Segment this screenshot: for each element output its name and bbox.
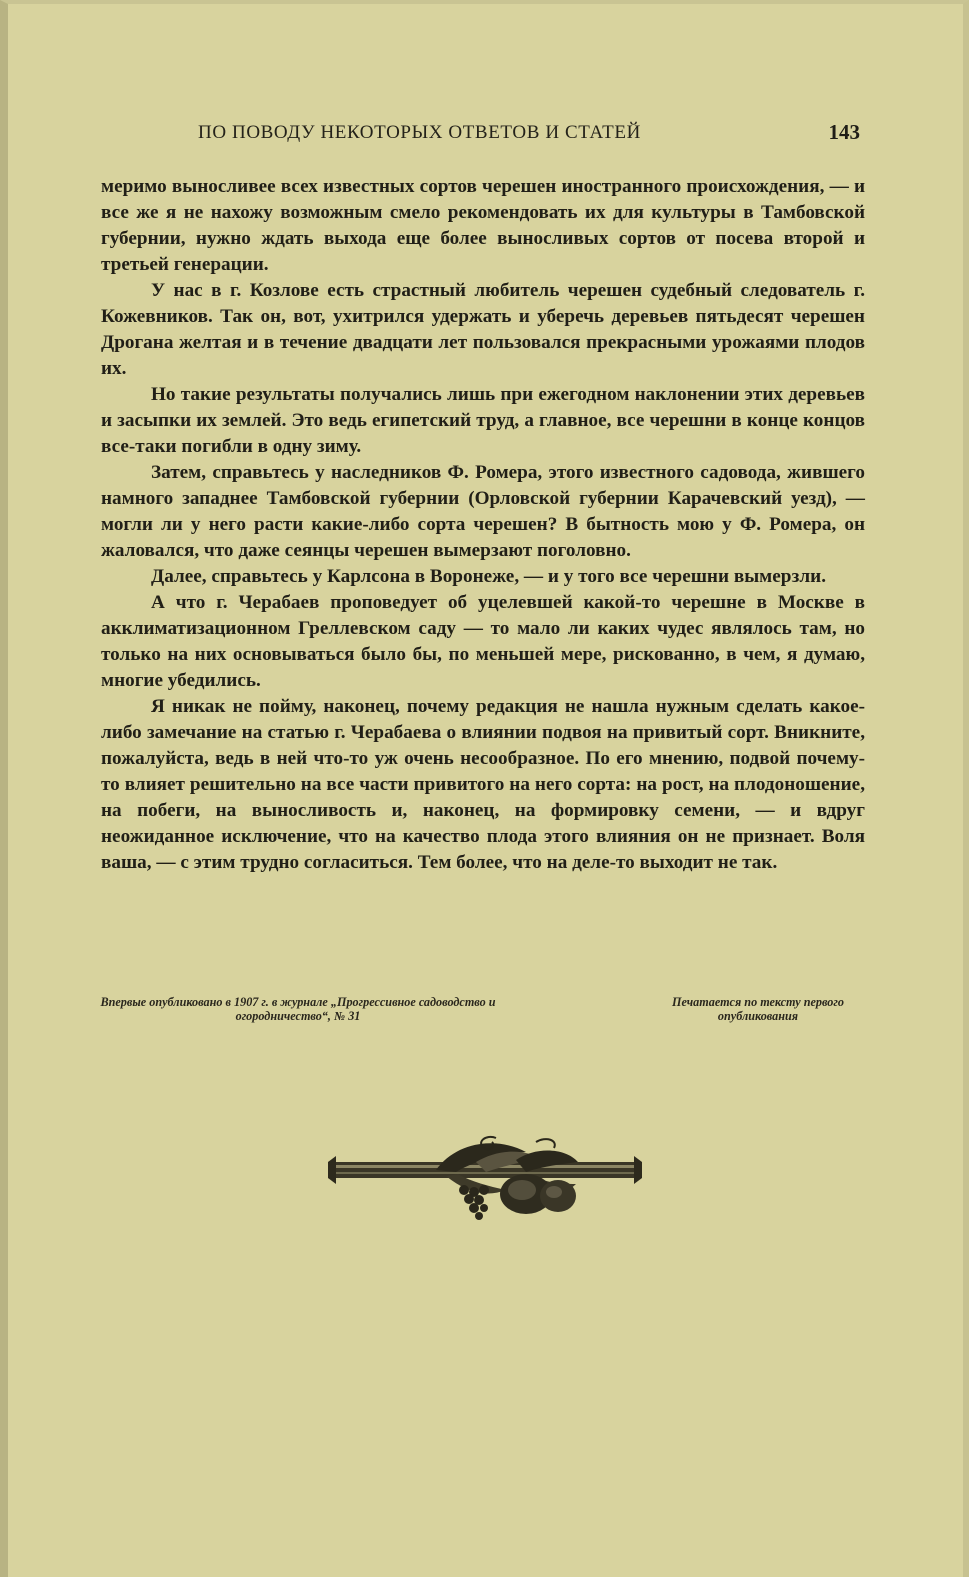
body-text (101, 174, 865, 876)
paragraph: Но такие результаты получались лишь при ежегодном наклонении этих деревьев и засыпки их землей. Это ведь египетский труд, а главное, все черешни в конце концов все-таки погибли в одну зиму. (101, 384, 865, 457)
paragraph: У нас в г. Козлове есть страстный любитель черешен судебный следователь г. Кожевников. Так он, вот, ухитрился удержать и уберечь деревьев пятьдесят черешен Дрогана желтая и в течение двадцати лет пользовался прекрасными урожаями плодов их. (101, 280, 865, 379)
source-text-note: Печатается по тексту первого опубликования (672, 995, 844, 1023)
running-title: ПО ПОВОДУ НЕКОТОРЫХ ОТВЕТОВ И СТАТЕЙ (198, 122, 641, 143)
paragraph: Я никак не пойму, наконец, почему редакция не нашла нужным сделать какое-либо замечание на статью г. Черабаева о влиянии подвоя на привитый сорт. Вникните, пожалуйста, ведь в ней что-то уж очень несообразное. По его мнению, подвой почему-то влияет решительно на все части привитого на него сорта: на рост, на плодоношение, на побеги, на выносливость и, наконец, на формировку семени, — и вдруг неожиданное исключение, что на качество плода этого влияния он не признает. Воля ваша, — с этим трудно согласиться. Тем более, что на деле-то выходит не так. (101, 696, 865, 873)
publication-notes (98, 995, 868, 1035)
fruit-vignette-icon (326, 1132, 644, 1224)
running-header (198, 122, 860, 152)
paragraph: А что г. Черабаев проповедует об уцелевшей какой-то черешне в Москве в акклиматизационном Греллевском саду — то мало ли каких чудес являлось там, но только на них основываться было бы, по меньшей мере, рискованно, в чем, я думаю, многие убедились. (101, 592, 865, 691)
paragraph: Затем, справьтесь у наследников Ф. Ромера, этого известного садовода, жившего намного западнее Тамбовской губернии (Орловской губернии Карачевский уезд), — могли ли у него расти какие-либо сорта черешен? В бытность мою у Ф. Ромера, он жаловался, что даже сеянцы черешен вымерзают поголовно. (101, 462, 865, 561)
paragraph: Далее, справьтесь у Карлсона в Воронеже, — и у того все черешни вымерзли. (151, 566, 826, 587)
first-publication-note: Впервые опубликовано в 1907 г. в журнале „Прогрессивное садоводство и огородничество“, № 31 (100, 995, 496, 1023)
paragraph: меримо выносливее всех известных сортов черешен иностранного происхождения, — и все же я не нахожу возможным смело рекомендовать их для культуры в Тамбовской губернии, нужно ждать выхода еще более выносливых сортов от посева второй и третьей генерации. (101, 176, 865, 275)
page-number: 143 (828, 120, 860, 144)
